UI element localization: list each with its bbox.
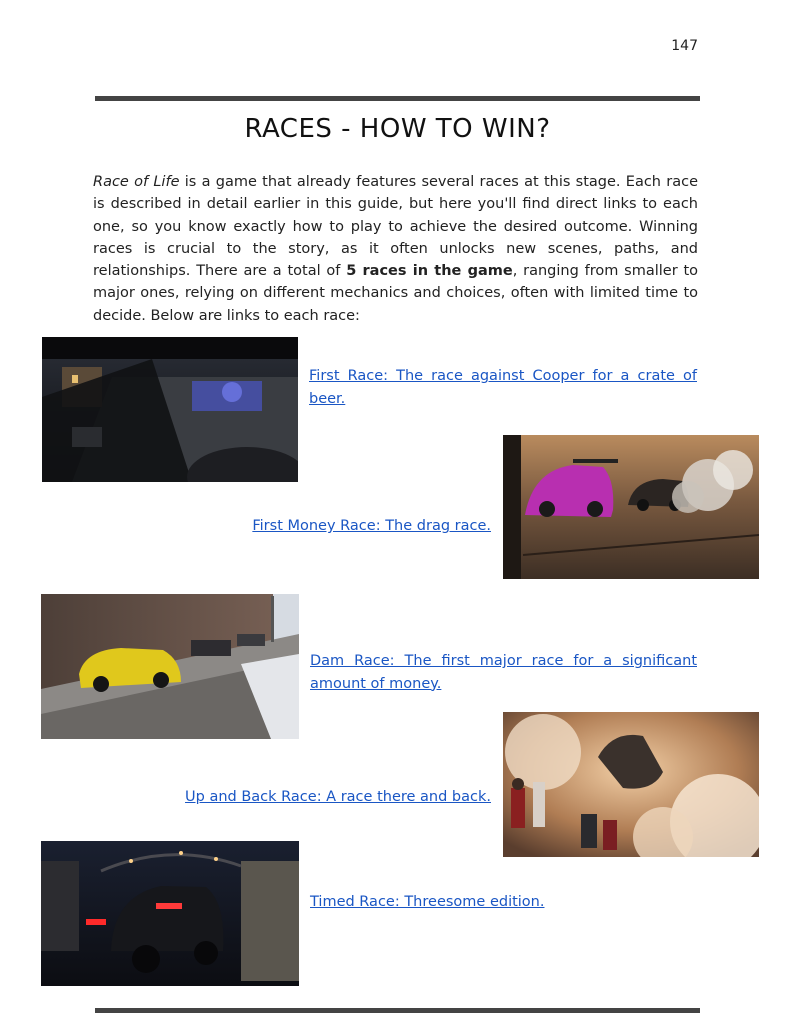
up-and-back-race-link[interactable]: Up and Back Race: A race there and back. bbox=[185, 789, 491, 805]
dam-race-link[interactable]: Dam Race: The first major race for a significant amount of money. bbox=[310, 653, 697, 692]
money-race-image bbox=[503, 435, 759, 579]
up-and-back-race-image bbox=[503, 712, 759, 857]
dam-race-image bbox=[41, 594, 299, 739]
intro-paragraph bbox=[93, 171, 698, 327]
bottom-divider bbox=[95, 1008, 700, 1013]
intro-text-part1: is a game that already features several races at this stage. Each race is described in detail earlier in this guide, but here you'll find direct links to each one, so you know exactly how to play to achieve the desired outcome. Winning races is crucial to the story, as it often unlocks new scenes, paths, and relationships. There are a total of bbox=[93, 174, 698, 280]
game-name: Race of Life bbox=[93, 174, 180, 190]
top-divider bbox=[95, 96, 700, 101]
page-title: RACES - HOW TO WIN? bbox=[244, 114, 551, 144]
timed-race-image bbox=[41, 841, 299, 986]
page-number: 147 bbox=[671, 38, 698, 54]
first-race-link[interactable]: First Race: The race against Cooper for a crate of beer. bbox=[309, 368, 697, 407]
first-race-image bbox=[42, 337, 298, 482]
race-count: 5 races in the game bbox=[346, 263, 513, 280]
intro-text-part2: , ranging from smaller to major ones, relying on different mechanics and choices, often with limited time to decide. Below are links to each race: bbox=[93, 263, 699, 324]
timed-race-link[interactable]: Timed Race: Threesome edition. bbox=[310, 894, 545, 910]
money-race-link[interactable]: First Money Race: The drag race. bbox=[252, 518, 491, 534]
